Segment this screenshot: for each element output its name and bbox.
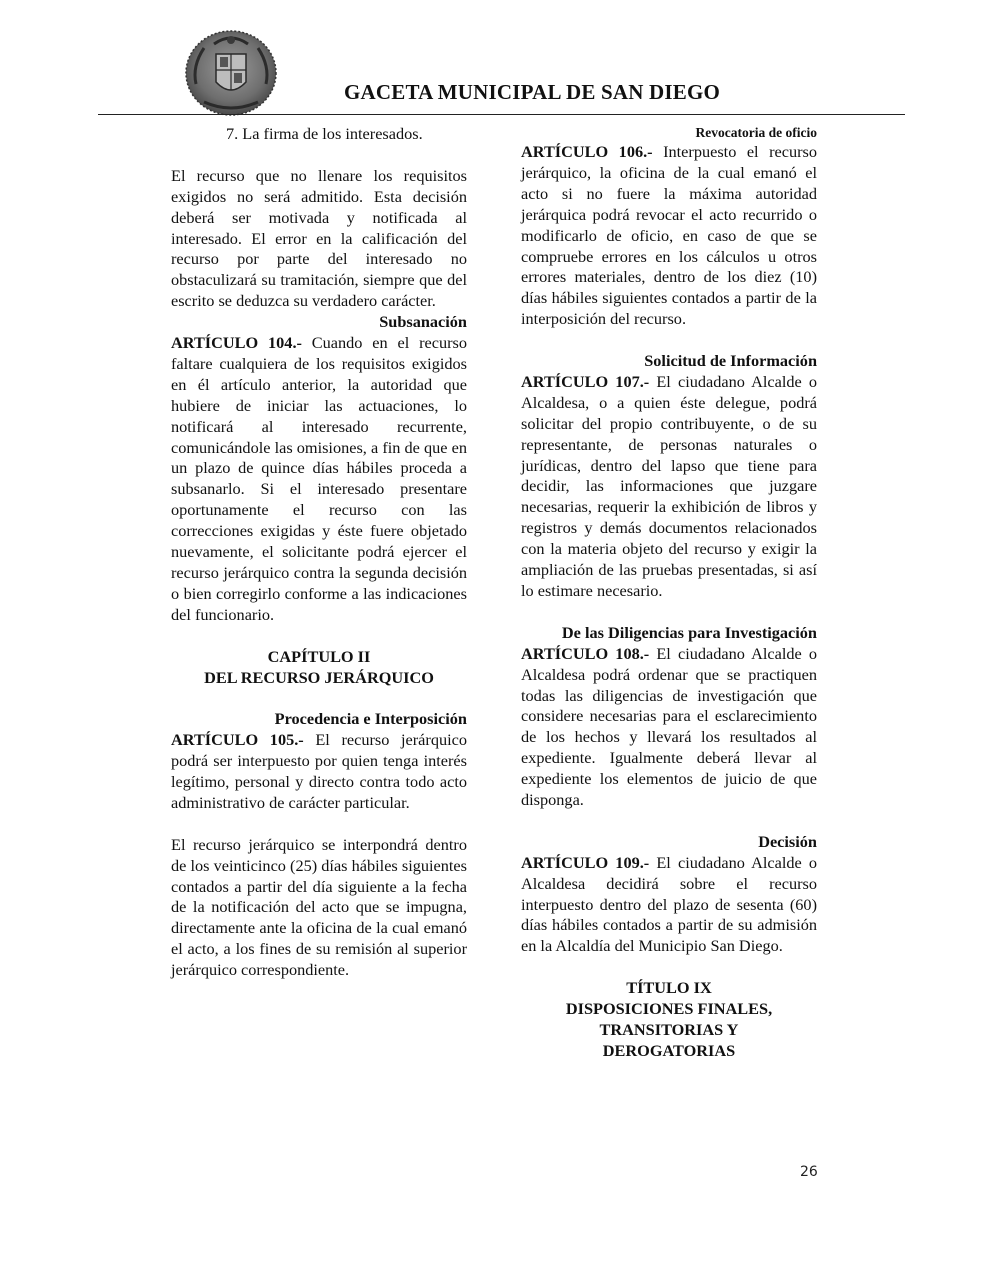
right-column [521, 124, 817, 1062]
article-106 [521, 142, 817, 330]
header-divider [98, 114, 905, 115]
title-ix-line-4: DEROGATORIAS [602, 1040, 736, 1060]
article-107-text: El ciudadano Alcalde o Alcaldesa, o a quien éste delegue, podrá solicitar del propio contribuyente, o de su representante, de personas naturales o jurídicas, dentro del lapso que tiene para decidir, las informaciones que juzgare necesarias, requerir la exhibición de libros y registros y demás documentos relacionados con la materia objeto del recurso y exigir la ampliación de las pruebas presentadas, si así lo estimare necesario. [521, 371, 817, 601]
article-105 [171, 730, 467, 814]
article-109 [521, 853, 817, 958]
requirement-item-7: 7. La firma de los interesados. [226, 124, 423, 143]
heading-solicitud: Solicitud de Información [644, 351, 817, 371]
gazette-title: GACETA MUNICIPAL DE SAN DIEGO [344, 80, 721, 104]
article-105-text: El recurso jerárquico podrá ser interpuesto por quien tenga interés legítimo, personal y directo contra todo acto administrativo de carácter particular. [171, 730, 467, 812]
article-107-label: ARTÍCULO 107.- [521, 371, 650, 391]
left-column [171, 124, 467, 981]
article-108-label: ARTÍCULO 108.- [521, 643, 650, 663]
heading-subsanacion: Subsanación [379, 312, 467, 332]
page-number: 26 [800, 1164, 818, 1180]
title-ix-line-3: TRANSITORIAS Y [599, 1020, 739, 1039]
heading-revocatoria: Revocatoria de oficio [695, 125, 817, 140]
chapter-title: CAPÍTULO II [267, 646, 371, 666]
article-109-text: El ciudadano Alcalde o Alcaldesa decidirá sobre el recurso interpuesto dentro del plazo de sesenta (60) días hábiles contados a partir de su admisión en la Alcaldía del Municipio San Diego. [521, 852, 817, 956]
paragraph-interposition: El recurso jerárquico se interpondrá dentro de los veinticinco (25) días hábiles siguientes contados a partir del día siguiente a la fecha de la notificación del acto que se impugna, directamente ante la oficina de la cual emanó el acto, a los fines de su remisión al superior jerárquico correspondiente. [171, 834, 467, 980]
title-ix-line-2: DISPOSICIONES FINALES, [565, 999, 773, 1019]
article-104 [171, 333, 467, 626]
heading-procedencia: Procedencia e Interposición [274, 709, 467, 729]
article-104-text: Cuando en el recurso faltare cualquiera de los requisitos exigidos en él artículo anterior, la autoridad que hubiere de iniciar las actuaciones, lo notificará al interesado recurrente, comunicándole las omisiones, a fin de que en un plazo de quince días hábiles proceda a subsanarlo. Si el interesado presentare oportunamente el recurso con las correcciones exigidas y éste fuere objetado nuevamente, el solicitante podrá ejercer el recurso jerárquico contra la segunda decisión o bien corregirlo conforme a las indicaciones del funcionario. [171, 333, 467, 624]
article-109-label: ARTÍCULO 109.- [521, 852, 650, 872]
chapter-subtitle: DEL RECURSO JERÁRQUICO [204, 667, 434, 687]
article-107 [521, 372, 817, 602]
article-106-text: Interpuesto el recurso jerárquico, la oficina de la cual emanó el acto si no fuere la máxima autoridad jerárquica podrá revocar el acto recurrido o modificarlo de oficio, en caso de que se compruebe errores en los cálculos u otros errores materiales, dentro de los diez (10) días hábiles siguientes contados a partir de la interposición del recurso. [521, 142, 817, 329]
article-108-text: El ciudadano Alcalde o Alcaldesa podrá ordenar que se practiquen todas las diligencias de investigación que considere necesarias para el esclarecimiento de los hechos y llevará los resultados al expediente. Igualmente deberá llevar al expediente los elementos de juicio de que disponga. [521, 643, 817, 810]
article-104-label: ARTÍCULO 104.- [171, 333, 302, 353]
heading-diligencias: De las Diligencias para Investigación [561, 622, 817, 642]
article-108 [521, 644, 817, 811]
municipal-seal-icon [184, 26, 278, 118]
article-105-label: ARTÍCULO 105.- [171, 730, 304, 750]
article-106-label: ARTÍCULO 106.- [521, 142, 653, 161]
title-ix-heading: TÍTULO IX [626, 978, 712, 998]
paragraph-requirements: El recurso que no llenare los requisitos exigidos no será admitido. Esta decisión deberá ser motivada y notificada al interesado. El error en la calificación del recurso por parte del interesado no obstaculizará su tramitación, siempre que del escrito se deduzca su verdadero carácter. [171, 165, 467, 311]
heading-decision: Decisión [758, 831, 817, 851]
